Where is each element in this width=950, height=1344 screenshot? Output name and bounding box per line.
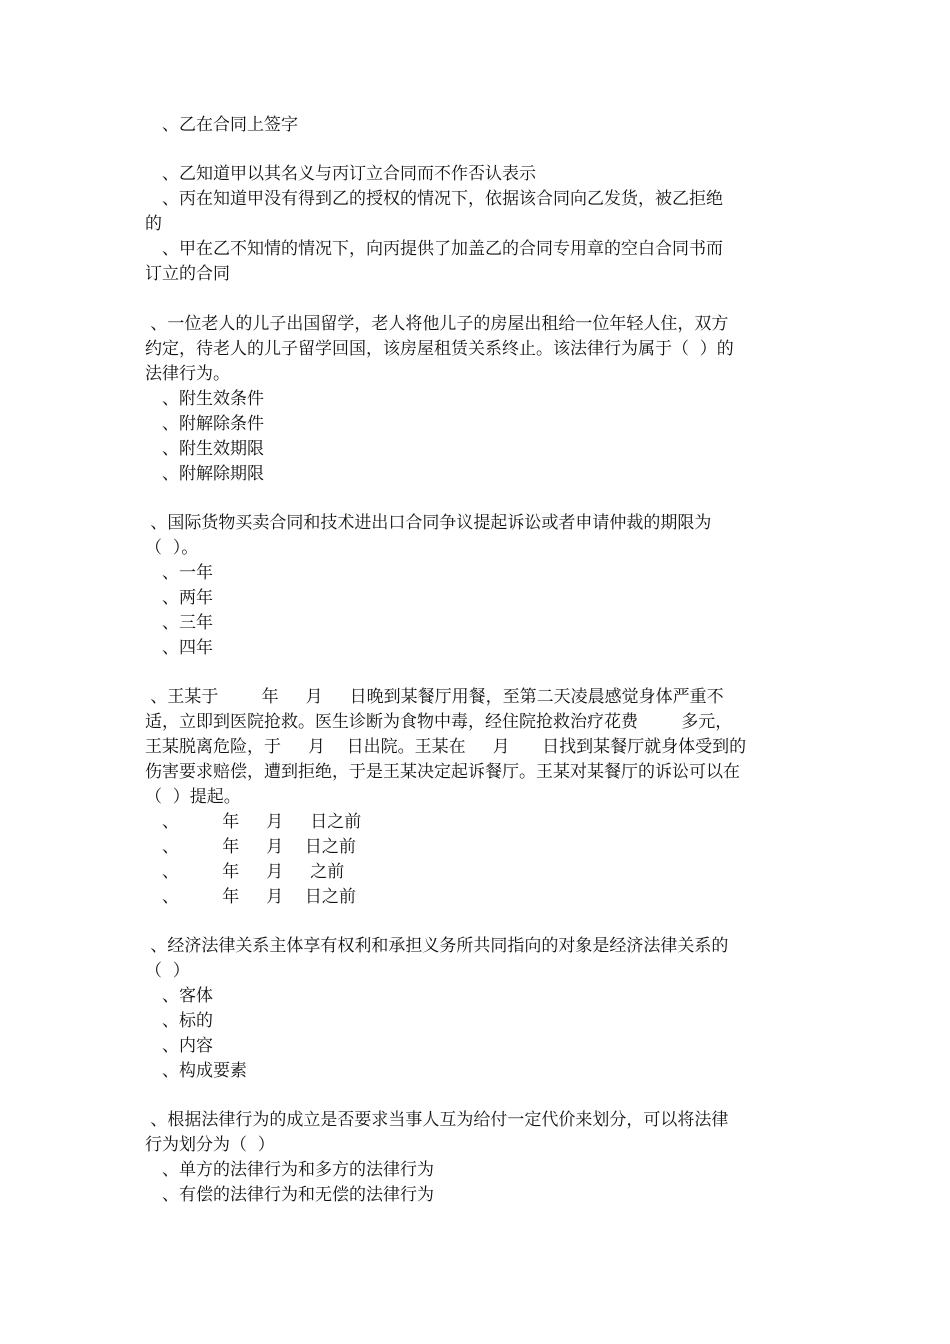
option-line: 、 年 月 之前 bbox=[145, 862, 345, 882]
text-line: 适，立即到医院抢救。医生诊断为食物中毒，经住院抢救治疗花费 多元， bbox=[145, 712, 733, 732]
text-line: 王某脱离危险，于 月 日出院。王某在 月 日找到某餐厅就身体受到的 bbox=[145, 737, 747, 757]
option-line: 、甲在乙不知情的情况下，向丙提供了加盖乙的合同专用章的空白合同书而 bbox=[145, 239, 723, 259]
question-line: 、国际货物买卖合同和技术进出口合同争议提起诉讼或者申请仲裁的期限为 bbox=[145, 513, 712, 533]
option-line: 、客体 bbox=[145, 986, 213, 1006]
option-line: 、乙知道甲以其名义与丙订立合同而不作否认表示 bbox=[145, 164, 536, 184]
text-line: 伤害要求赔偿，遭到拒绝，于是王某决定起诉餐厅。王某对某餐厅的诉讼可以在 bbox=[145, 762, 740, 782]
option-line: 、附生效条件 bbox=[145, 389, 264, 409]
option-line: 、丙在知道甲没有得到乙的授权的情况下，依据该合同向乙发货，被乙拒绝 bbox=[145, 189, 723, 209]
option-line: 、构成要素 bbox=[145, 1061, 247, 1081]
option-line: 、三年 bbox=[145, 613, 213, 633]
option-line: 、 年 月 日之前 bbox=[145, 837, 356, 857]
option-line: 、标的 bbox=[145, 1011, 213, 1031]
question-line: 、一位老人的儿子出国留学，老人将他儿子的房屋出租给一位年轻人住，双方 bbox=[145, 314, 729, 334]
option-line: 、四年 bbox=[145, 638, 213, 658]
text-line: 法律行为。 bbox=[145, 364, 230, 384]
question-line: 、王某于 年 月 日晚到某餐厅用餐，至第二天凌晨感觉身体严重不 bbox=[145, 687, 724, 707]
text-line: （ ） bbox=[145, 961, 190, 981]
option-line: 、一年 bbox=[145, 563, 213, 583]
option-line: 、有偿的法律行为和无偿的法律行为 bbox=[145, 1185, 434, 1205]
text-line: 的 bbox=[145, 214, 162, 234]
option-line: 、附解除条件 bbox=[145, 414, 264, 434]
text-line: （ ）。 bbox=[145, 538, 199, 558]
option-line: 、附解除期限 bbox=[145, 464, 264, 484]
text-line: 行为划分为（ ） bbox=[145, 1135, 275, 1155]
text-line: （ ）提起。 bbox=[145, 787, 241, 807]
option-line: 、 年 月 日之前 bbox=[145, 812, 362, 832]
option-line: 、内容 bbox=[145, 1036, 213, 1056]
text-line: 约定，待老人的儿子留学回国，该房屋租赁关系终止。该法律行为属于（ ）的 bbox=[145, 339, 734, 359]
option-line: 、附生效期限 bbox=[145, 439, 264, 459]
question-line: 、根据法律行为的成立是否要求当事人互为给付一定代价来划分，可以将法律 bbox=[145, 1110, 729, 1130]
option-line: 、乙在合同上签字 bbox=[145, 115, 298, 135]
option-line: 、单方的法律行为和多方的法律行为 bbox=[145, 1160, 434, 1180]
option-line: 、两年 bbox=[145, 588, 213, 608]
question-line: 、经济法律关系主体享有权利和承担义务所共同指向的对象是经济法律关系的 bbox=[145, 936, 729, 956]
text-line: 订立的合同 bbox=[145, 264, 230, 284]
option-line: 、 年 月 日之前 bbox=[145, 887, 356, 907]
